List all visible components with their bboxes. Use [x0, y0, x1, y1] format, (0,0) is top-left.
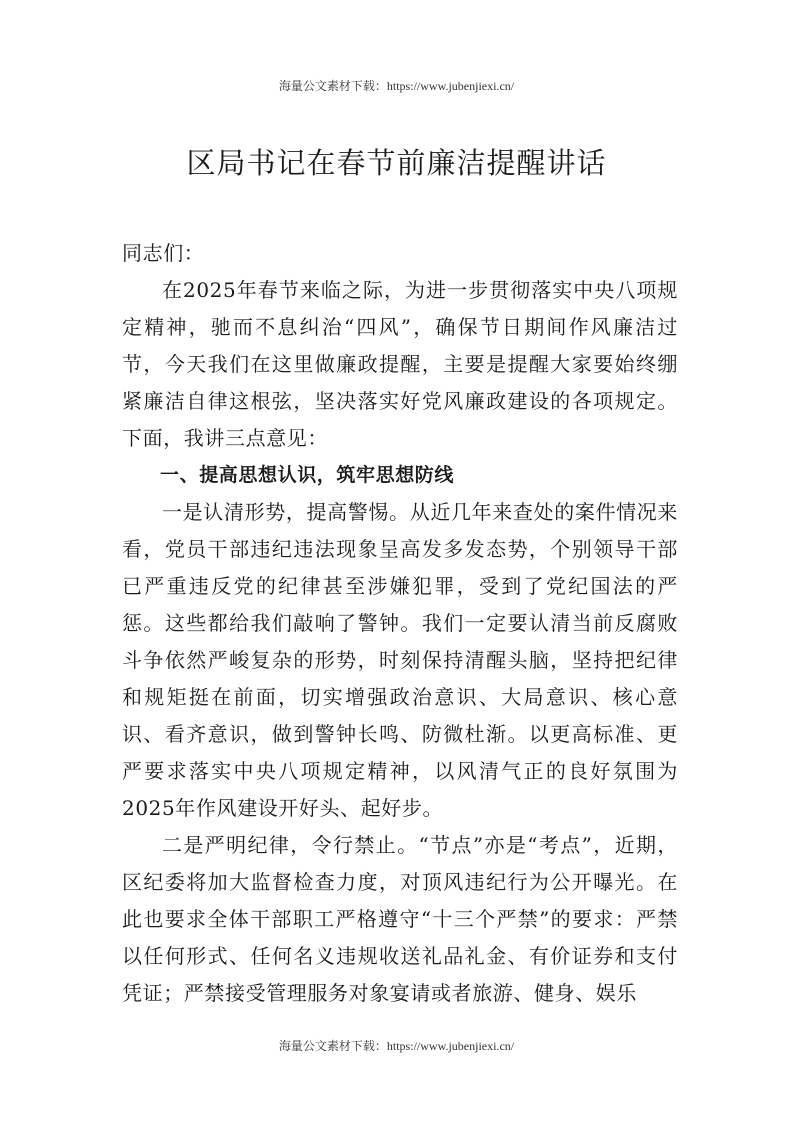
document-body	[122, 235, 678, 1012]
document-title: 区局书记在春节前廉洁提醒讲话	[186, 146, 607, 180]
body-paragraph-2: 二是严明纪律，令行禁止。“节点”亦是“考点”，近期，区纪委将加大监督检查力度，对顶风违纪行为公开曝光。在此也要求全体干部职工严格遵守“十三个严禁”的要求：严禁以任何形式、任何名义违规收送礼品礼金、有价证券和支付凭证；严禁接受管理服务对象宴请或者旅游、健身、娱乐	[122, 833, 678, 1005]
header-download-note: 海量公文素材下载：https://www.jubenjiexi.cn/	[278, 79, 515, 93]
salutation: 同志们：	[122, 241, 205, 265]
body-paragraph-1: 一是认清形势，提高警惕。从近几年来查处的案件情况来看，党员干部违纪违法现象呈高发多发态势，个别领导干部已严重违反党的纪律甚至涉嫌犯罪，受到了党纪国法的严惩。这些都给我们敲响了警钟。我们一定要认清当前反腐败斗争依然严峻复杂的形势，时刻保持清醒头脑，坚持把纪律和规矩挺在前面，切实增强政治意识、大局意识、核心意识、看齐意识，做到警钟长鸣、防微杜渐。以更高标准、更严要求落实中央八项规定精神，以风清气正的良好氛围为2025年作风建设开好头、起好步。	[122, 500, 678, 820]
body-paragraph-intro: 在2025年春节来临之际，为进一步贯彻落实中央八项规定精神，驰而不息纠治“四风”，确保节日期间作风廉洁过节，今天我们在这里做廉政提醒，主要是提醒大家要始终绷紧廉洁自律这根弦，坚决落实好党风廉政建设的各项规定。下面，我讲三点意见：	[122, 278, 678, 450]
section-heading-1: 一、提高思想认识，筑牢思想防线	[160, 464, 455, 486]
footer-download-note: 海量公文素材下载：https://www.jubenjiexi.cn/	[278, 1039, 515, 1053]
